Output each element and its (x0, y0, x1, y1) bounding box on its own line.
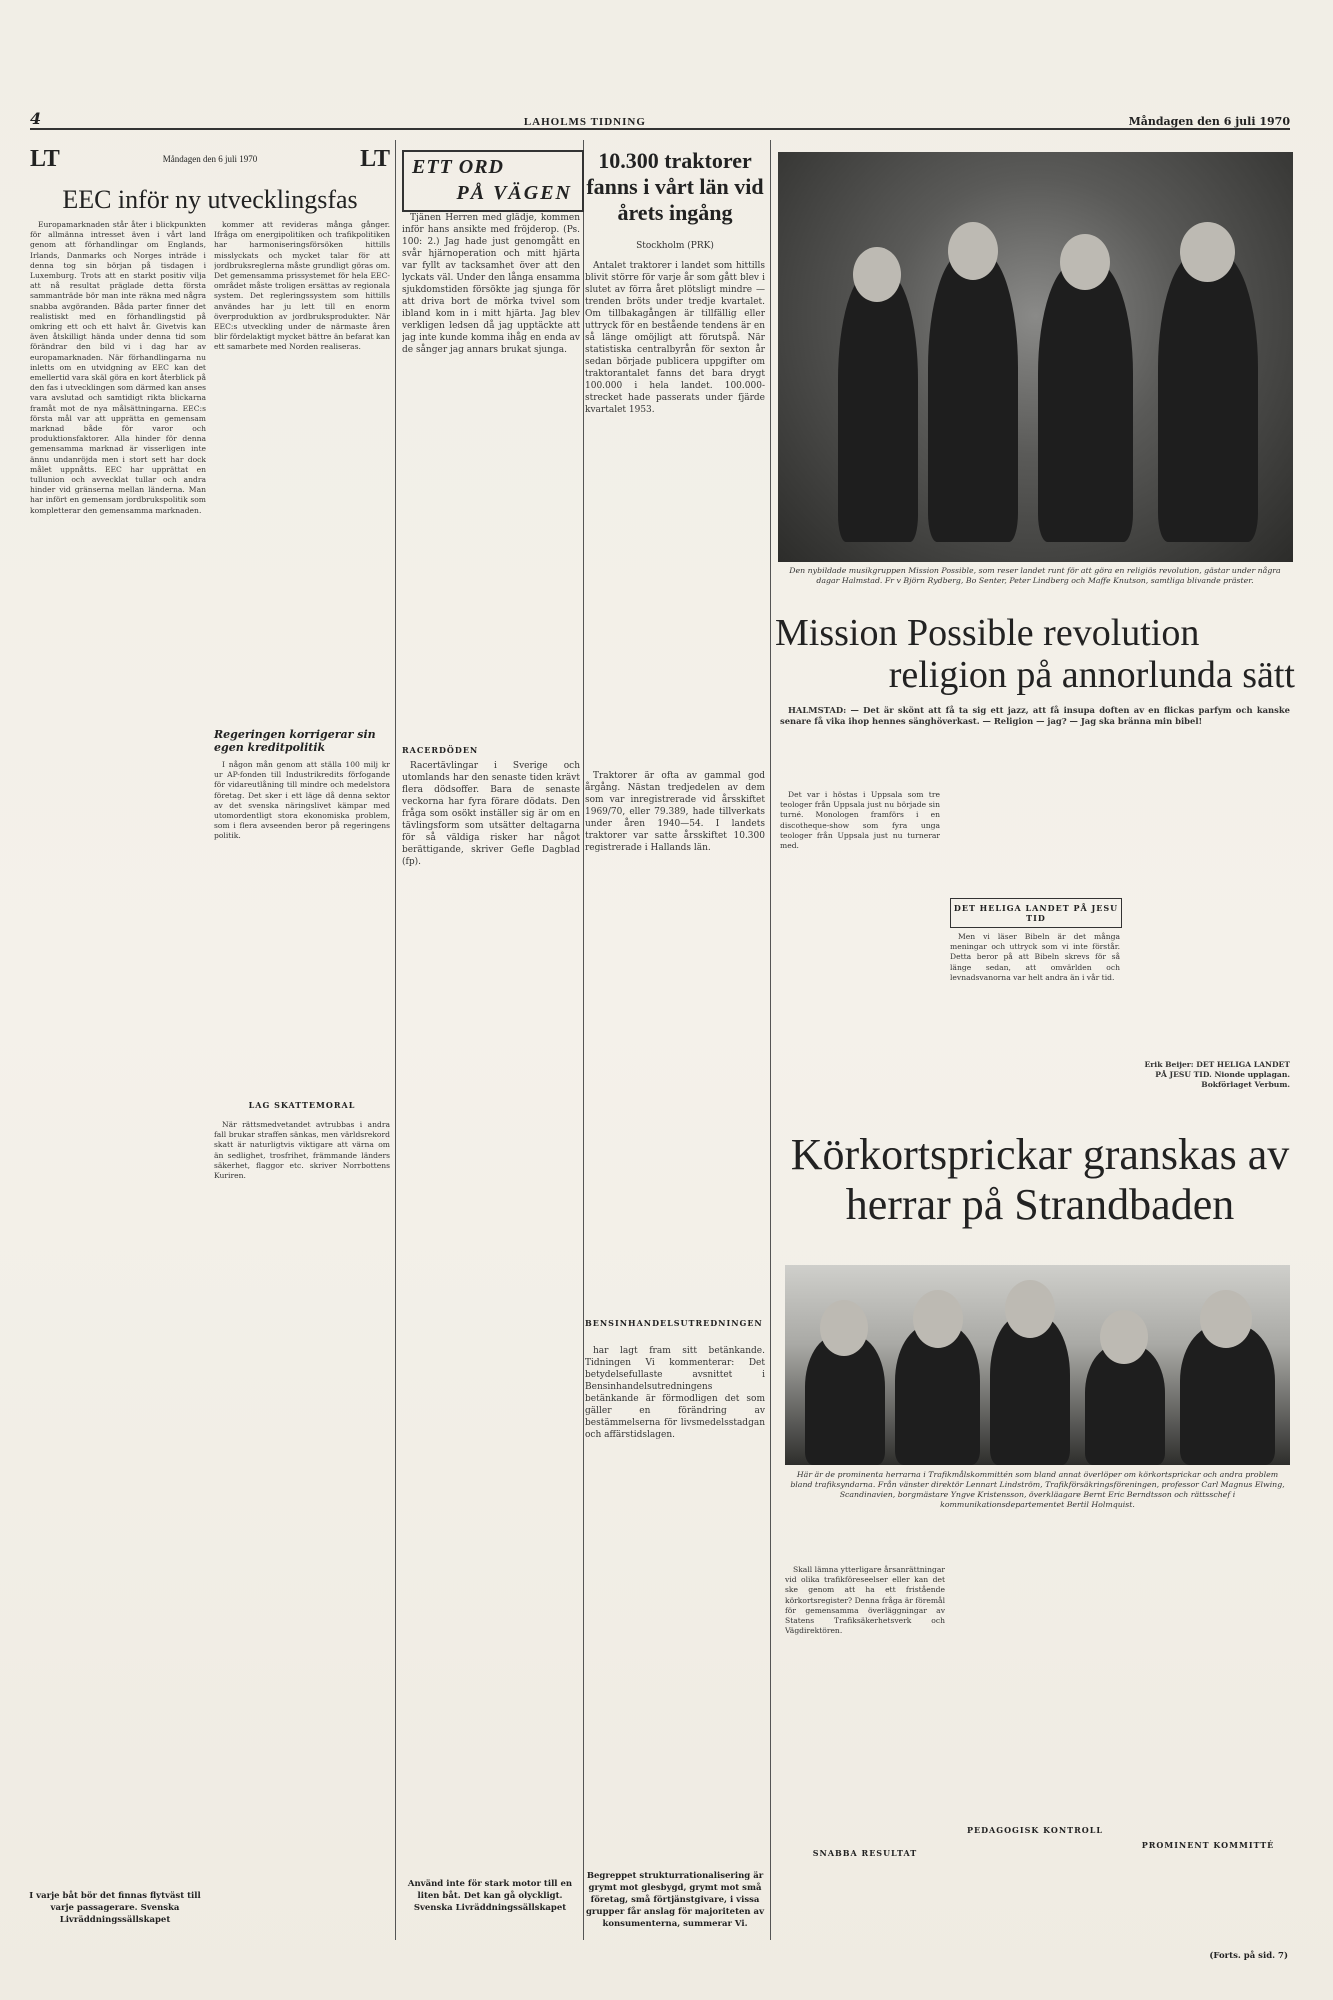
masthead-date: Måndagen den 6 juli 1970 (1128, 115, 1290, 128)
korkort-committee-photo (785, 1265, 1290, 1465)
column-rule (395, 140, 396, 1940)
mission-possible-photo (778, 152, 1293, 562)
korkort-photo-caption: Här är de prominenta herrarna i Trafikmålskommittén som bland annat överlöper om körkortsprickar och andra problem bland trafiksyndarna. Från vänster direktör Lennart Lindström, Trafikförsäkringsföreningen, professor Carl Magnus Elwing, Scandinavien, borgmästare Yngve Kristensson, överkläagare Bernt Eric Berndtsson och rättsschef i kommunikationsdepartementet Bertil Holmquist. (790, 1470, 1285, 1509)
flytvast-notice: I varje båt bör det finnas flytväst till varje passagerare. Svenska Livräddningssällskapet (29, 1891, 201, 1925)
column-rule (770, 140, 771, 1940)
mission-lead: HALMSTAD: — Det är skönt att få ta sig ett jazz, att få insupa doften av en flickas parfym och kanske senare få vika ihop hennes sänghöverkast. — Religion — jag? — Jag ska bränna min bibel! (780, 705, 1290, 726)
lt-header (30, 145, 390, 173)
snabba-resultat-heading: SNABBA RESULTAT (812, 1848, 918, 1858)
mission-photo-caption: Den nybildade musikgruppen Mission Possible, som reser landet runt för att göra en religiös revolution, gästar under några dagar Halmstad. Fr v Björn Rydberg, Bo Senter, Peter Lindberg och Maffe Knutson, samtliga blivande präster. (789, 566, 1281, 585)
paper-name: LAHOLMS TIDNING (523, 116, 646, 128)
pa-vagen-title: PÅ VÄGEN (456, 182, 572, 204)
lt-logo: LT (360, 145, 390, 172)
column-rule (583, 140, 584, 1940)
heliga-landet-heading: DET HELIGA LANDET PÅ JESU TID (953, 903, 1119, 923)
lt-date: Måndagen den 6 juli 1970 (162, 154, 258, 164)
ett-ord-box (402, 150, 584, 212)
eec-article-col2: kommer att revideras många gånger. Ifråga om energipolitiken och trafikpolitiken har harmoniseringsförsöken hittills misslyckats och mycket talar för att jordbruksreglerna måste grundligt göras om. Det gemensamma prissystemet för hela EEC-området måste troligen ersättas av regionala system. Det regleringssystem som hittills användes har ju lett till en enorm överproduktion av jordbruksprodukter. När EEC:s utveckling under de närmaste åren blir fördelaktigt mycket bättre än befarat kan ett samarbete med Norden realiseras. (214, 220, 390, 352)
traktorer-dateline: Stockholm (PRK) (636, 241, 714, 251)
pedagogisk-kontroll-heading: PEDAGOGISK KONTROLL (967, 1825, 1103, 1835)
racerdoden-heading: RACERDÖDEN (402, 745, 479, 755)
strukturrationalisering-notice: Begreppet strukturrationalisering är grymt mot glesbygd, grymt mot små företag, små förtjänstgivare, i vissa grupper får anslag för majoriteten av konsumenterna, summerar Vi. (585, 1871, 765, 1929)
continued-note: (Forts. på sid. 7) (1209, 1951, 1288, 1961)
masthead (30, 108, 1290, 130)
prominent-kommitte-heading: PROMINENT KOMMITTÉ (1141, 1840, 1275, 1850)
page-number: 4 (30, 109, 42, 128)
traktorer-article: Antalet traktorer i landet som hittills blivit större för varje år som gått blev i slutet av förra året plötsligt mindre — trenden bröts under tredje kvartalet. Om tillbakagången är tillfällig eller uttryck för en bestående tendens är en så länge omöjligt att förutspå. När statistiska centralbyrån för sexton år sedan började publicera uppgifter om traktorantalet fanns det bara drygt 100.000 i hela landet. 100.000-strecket hade passerats under fjärde kvartalet 1953. (585, 261, 765, 415)
eec-article-col1: Europamarknaden står åter i blickpunkten för allmänna intresset även i vårt land genom att förhandlingar om Englands, Irlands, Danmarks och Norges inträde i denna tog sin början på tisdagen i Luxemburg. Trots att en starkt positiv vilja att nå resultat präglade detta första sammanträde bör man inte räkna med några snabba avgöranden. Båda parter finner det realistiskt med en förhandlingstid på omkring ett och ett halvt år. Givetvis kan även åtskilligt hända under denna tid som förändrar den bild vi i dag har av europamarknaden. När förhandlingarna nu inletts om en utvidgning av EEC kan det emellertid vara skäl göra en kort återblick på den fas i utvecklingen som därmed kan anses vara avslutad och samtidigt rikta blickarna framåt mot de nya målsättningarna. EEC:s första mål var att upprätta en gemensam marknad både för varor och produktionsfaktorer. Alla hinder för denna gemensamma marknad är visserligen inte ännu undanröjda men i stort sett har dock målet uppnåtts. EEC har upprättat en tullunion och avvecklat tullar och andra hinder vid gränserna mellan länderna. Man har infört en gemensam jordbrukspolitik som kompletterar den gemensamma marknaden. (30, 220, 206, 515)
ett-ord-article: Tjänen Herren med glädje, kommen inför hans ansikte med fröjderop. (Ps. 100: 2.) Jag hade just genomgått en svår hjärnoperation och mitt hjärta var fyllt av tacksamhet över att den lyckats väl. Under den långa ensamma sjukdomstiden försökte jag sjunga för att driva bort de mörka tvivel som ibland kom in i mitt hjärta. Jag blev verkligen ledsen då jag upptäckte att jag inte kunde komma ihåg en enda av de sånger jag annars brukat sjunga. (402, 213, 580, 355)
ett-ord-title: ETT ORD (412, 156, 504, 178)
skattemoral-article: När rättsmedvetandet avtrubbas i andra fall brukar straffen sänkas, men världsrekord skatt är naturligtvis viktigare att värna om än sedlighet, trosfrihet, främmande länders säkerhet, flaggor etc. skriver Norrbottens Kuriren. (214, 1120, 390, 1181)
eec-headline: EEC inför ny utvecklingsfas (62, 185, 358, 214)
korkort-article-col1: Skall lämna ytterligare årsanrättningar vid olika trafikföreseelser eller kan det ske genom att ha ett fristående körkortsregister? Denna fråga är föremål för gemensamma överläggningar av Statens Trafiksäkerhetsverk och Vägdirektören. (785, 1565, 945, 1636)
heliga-landet-box (950, 898, 1122, 928)
traktorer-headline: 10.300 traktorer fanns i vårt län vid årets ingång (586, 148, 764, 225)
motor-notice: Använd inte för stark motor till en liten båt. Det kan gå olyckligt. Svenska Livräddningssällskapet (407, 1879, 573, 1913)
kreditpolitik-article: I någon mån genom att ställa 100 milj kr ur AP-fonden till Industrikredits förfogande för vidareutlåning till mindre och medelstora företag. Det sker i ett läge då denna sektor av det svenska näringslivet kämpar med utomordentligt stora ekonomiska problem, som i flera avseenden beror på regeringens politik. (214, 760, 390, 841)
lt-logo: LT (30, 145, 60, 172)
traktorer-article-2: Traktorer är ofta av gammal god årgång. Nästan tredjedelen av dem som var inregistrerade vid årsskiftet 1969/70, eller 79.389, hade tillverkats under åren 1940—54. I landets traktorer var satte årsskiftet 10.300 registrerade i Hallands län. (585, 771, 765, 853)
mission-article-col1: Det var i höstas i Uppsala som tre teologer från Uppsala just nu började sin turné. Monologen framförs i en discotheque-show som fyra unga teologer från Uppsala just nu turnerar med. (780, 790, 940, 851)
kreditpolitik-heading: Regeringen korrigerar sin egen kreditpolitik (214, 728, 376, 754)
heliga-landet-article: Men vi läser Bibeln är det många meningar och uttryck som vi inte förstår. Detta beror på att Bibeln skrevs för så länge sedan, att omvärlden och levnadsvanorna var helt andra än i vår tid. (950, 932, 1120, 982)
mission-headline: Mission Possible revolution religion på annorlunda sätt (775, 612, 1295, 696)
racerdoden-article: Racertävlingar i Sverige och utomlands har den senaste tiden krävt flera dödsoffer. Bara de senaste veckorna har fyra förare dödats. Den fråga som osökt inställer sig är om en tävlingsform som utsätter deltagarna för så väldiga risker har något berättigande, skriver Gefle Dagblad (fp). (402, 761, 580, 867)
bensinhandel-heading: BENSINHANDELSUTREDNINGEN (585, 1318, 763, 1328)
heliga-landet-credit: Erik Beijer: DET HELIGA LANDET PÅ JESU TID. Nionde upplagan. Bokförlaget Verbum. (1144, 1060, 1290, 1090)
skattemoral-heading: LAG SKATTEMORAL (248, 1100, 356, 1110)
korkort-headline: Körkortsprickar granskas av herrar på Strandbaden (790, 1130, 1290, 1229)
bensinhandel-article: har lagt fram sitt betänkande. Tidningen Vi kommenterar: Det betydelsefullaste avsnittet i Bensinhandelsutredningens betänkande är förmodligen det som gäller en förändring av bestämmelserna för livsmedelsstadgan och affärstidslagen. (585, 1346, 765, 1440)
